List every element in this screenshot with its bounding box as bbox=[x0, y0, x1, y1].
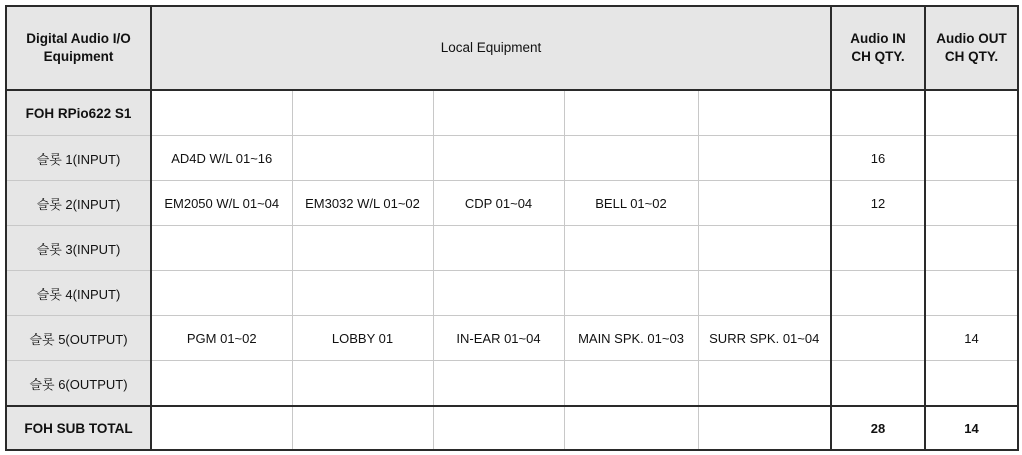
table-cell bbox=[433, 271, 564, 316]
table-cell bbox=[151, 406, 292, 450]
row-label: 슬롯 6(OUTPUT) bbox=[6, 361, 151, 407]
header-row bbox=[6, 6, 1018, 90]
header-audio-out-line2: CH QTY. bbox=[944, 49, 999, 64]
table-cell bbox=[151, 90, 292, 136]
table-cell bbox=[292, 226, 433, 271]
io-equipment-table-wrapper bbox=[5, 5, 1019, 451]
audio-out-qty-cell bbox=[925, 226, 1018, 271]
audio-in-qty-cell bbox=[831, 226, 925, 271]
table-row-slot-1 bbox=[6, 136, 1018, 181]
table-cell: MAIN SPK. 01~03 bbox=[564, 316, 698, 361]
subtotal-audio-out: 14 bbox=[925, 406, 1018, 450]
header-digital-audio-io bbox=[6, 6, 151, 90]
row-label: 슬롯 4(INPUT) bbox=[6, 271, 151, 316]
audio-out-qty-cell bbox=[925, 181, 1018, 226]
table-cell bbox=[698, 90, 831, 136]
audio-in-qty-cell bbox=[831, 361, 925, 407]
audio-in-qty-cell bbox=[831, 316, 925, 361]
table-cell bbox=[292, 406, 433, 450]
header-audio-in-line2: CH QTY. bbox=[851, 49, 905, 64]
table-row-foh-sub-total bbox=[6, 406, 1018, 450]
table-cell bbox=[292, 90, 433, 136]
audio-in-qty-cell: 16 bbox=[831, 136, 925, 181]
table-row-slot-2 bbox=[6, 181, 1018, 226]
table-cell bbox=[564, 90, 698, 136]
table-row-foh-rpio622-s1 bbox=[6, 90, 1018, 136]
table-cell bbox=[292, 136, 433, 181]
table-cell bbox=[564, 136, 698, 181]
row-label: 슬롯 2(INPUT) bbox=[6, 181, 151, 226]
header-digital-audio-io-line1: Digital Audio I/O bbox=[26, 31, 131, 46]
table-row-slot-6 bbox=[6, 361, 1018, 407]
table-cell bbox=[433, 406, 564, 450]
table-cell bbox=[564, 361, 698, 407]
audio-out-qty-cell bbox=[925, 90, 1018, 136]
table-cell bbox=[698, 406, 831, 450]
table-cell bbox=[433, 136, 564, 181]
table-cell: AD4D W/L 01~16 bbox=[151, 136, 292, 181]
table-cell bbox=[564, 406, 698, 450]
table-cell bbox=[698, 136, 831, 181]
io-equipment-table bbox=[5, 5, 1019, 451]
table-cell: LOBBY 01 bbox=[292, 316, 433, 361]
row-label: 슬롯 3(INPUT) bbox=[6, 226, 151, 271]
table-cell bbox=[151, 271, 292, 316]
table-cell bbox=[698, 226, 831, 271]
audio-out-qty-cell bbox=[925, 136, 1018, 181]
row-label: 슬롯 5(OUTPUT) bbox=[6, 316, 151, 361]
table-row-slot-5 bbox=[6, 316, 1018, 361]
table-cell: BELL 01~02 bbox=[564, 181, 698, 226]
audio-in-qty-cell bbox=[831, 90, 925, 136]
table-cell: SURR SPK. 01~04 bbox=[698, 316, 831, 361]
table-cell bbox=[151, 361, 292, 407]
header-local-equipment: Local Equipment bbox=[151, 6, 831, 90]
audio-out-qty-cell bbox=[925, 271, 1018, 316]
header-audio-out-qty bbox=[925, 6, 1018, 90]
audio-in-qty-cell: 12 bbox=[831, 181, 925, 226]
table-cell: PGM 01~02 bbox=[151, 316, 292, 361]
table-row-slot-4 bbox=[6, 271, 1018, 316]
table-cell bbox=[564, 226, 698, 271]
audio-out-qty-cell: 14 bbox=[925, 316, 1018, 361]
table-cell bbox=[433, 90, 564, 136]
header-audio-in-line1: Audio IN bbox=[850, 31, 906, 46]
header-audio-out-line1: Audio OUT bbox=[936, 31, 1007, 46]
table-cell bbox=[698, 181, 831, 226]
audio-in-qty-cell bbox=[831, 271, 925, 316]
header-audio-in-qty bbox=[831, 6, 925, 90]
table-cell bbox=[564, 271, 698, 316]
table-cell bbox=[292, 361, 433, 407]
table-cell bbox=[698, 271, 831, 316]
table-cell bbox=[433, 361, 564, 407]
table-cell: IN-EAR 01~04 bbox=[433, 316, 564, 361]
row-label: FOH RPio622 S1 bbox=[6, 90, 151, 136]
table-cell: EM3032 W/L 01~02 bbox=[292, 181, 433, 226]
header-digital-audio-io-line2: Equipment bbox=[43, 49, 114, 64]
table-cell: EM2050 W/L 01~04 bbox=[151, 181, 292, 226]
table-cell bbox=[433, 226, 564, 271]
subtotal-label: FOH SUB TOTAL bbox=[6, 406, 151, 450]
table-cell bbox=[151, 226, 292, 271]
audio-out-qty-cell bbox=[925, 361, 1018, 407]
table-cell bbox=[698, 361, 831, 407]
table-row-slot-3 bbox=[6, 226, 1018, 271]
table-cell bbox=[292, 271, 433, 316]
subtotal-audio-in: 28 bbox=[831, 406, 925, 450]
table-cell: CDP 01~04 bbox=[433, 181, 564, 226]
row-label: 슬롯 1(INPUT) bbox=[6, 136, 151, 181]
